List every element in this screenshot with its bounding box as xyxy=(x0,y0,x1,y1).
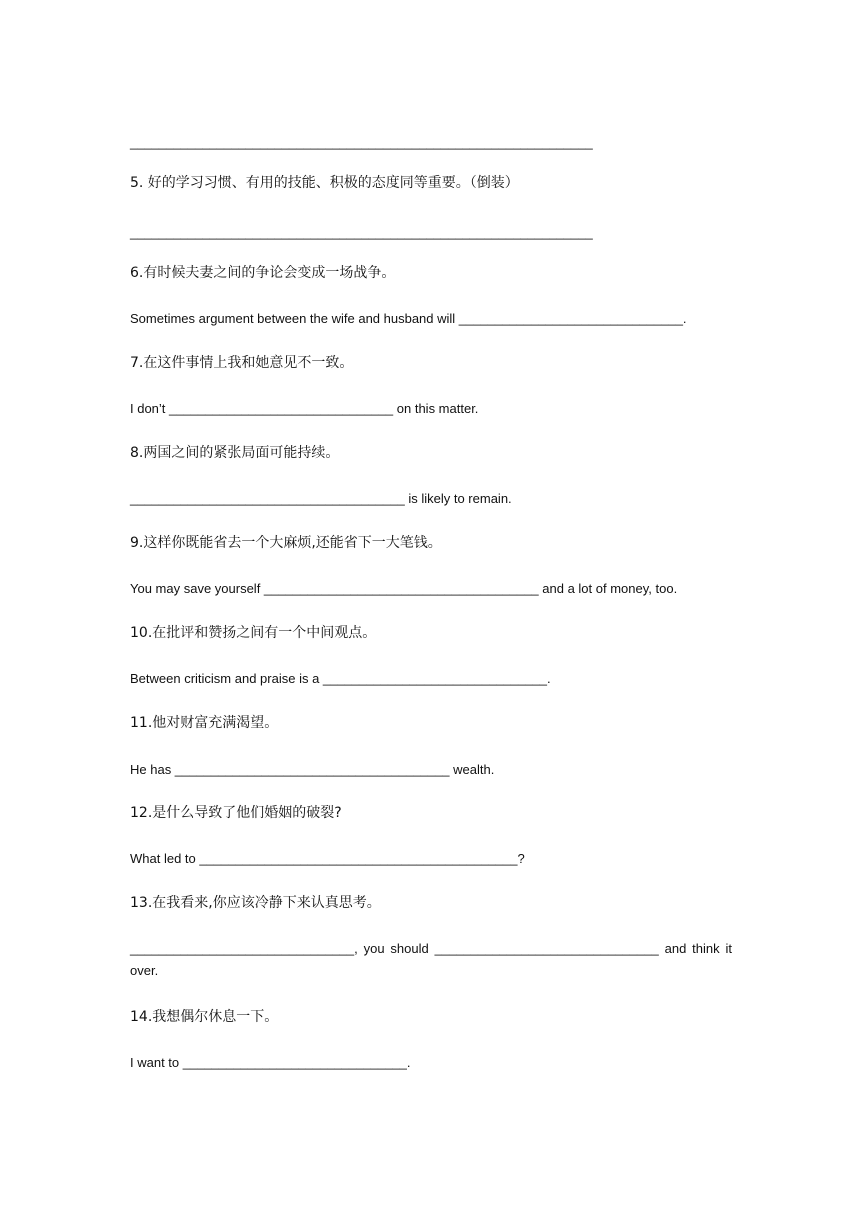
answer-6: Sometimes argument between the wife and husband will _______________________________. xyxy=(130,311,687,326)
question-8: 8.两国之间的紧张局面可能持续。 xyxy=(130,445,340,461)
answer-9: You may save yourself ______________________________________ and a lot of money, too. xyxy=(130,581,678,596)
answer-line-top: ________________________________________________________________ xyxy=(130,135,593,150)
answer-14: I want to _______________________________. xyxy=(130,1055,411,1070)
question-14: 14.我想偶尔休息一下。 xyxy=(130,1009,279,1025)
answer-8: ______________________________________ is likely to remain. xyxy=(130,491,512,506)
answer-10: Between criticism and praise is a _______________________________. xyxy=(130,671,551,686)
question-9: 9.这样你既能省去一个大麻烦,还能省下一大笔钱。 xyxy=(130,535,442,551)
answer-11: He has ______________________________________ wealth. xyxy=(130,762,495,777)
answer-line-5: ________________________________________________________________ xyxy=(130,225,593,240)
answer-12: What led to ____________________________________________? xyxy=(130,851,525,866)
question-12: 12.是什么导致了他们婚姻的破裂? xyxy=(130,805,342,821)
question-13: 13.在我看来,你应该冷静下来认真思考。 xyxy=(130,895,381,911)
answer-13: _______________________________, you should _______________________________ and think it over. xyxy=(130,941,732,978)
answer-7: I don’t _______________________________ on this matter. xyxy=(130,401,479,416)
question-7: 7.在这件事情上我和她意见不一致。 xyxy=(130,355,354,371)
question-5: 5. 好的学习习惯、有用的技能、积极的态度同等重要。（倒装） xyxy=(130,175,519,191)
question-11: 11.他对财富充满渴望。 xyxy=(130,715,279,731)
question-10: 10.在批评和赞扬之间有一个中间观点。 xyxy=(130,625,377,641)
question-6: 6.有时候夫妻之间的争论会变成一场战争。 xyxy=(130,265,396,281)
